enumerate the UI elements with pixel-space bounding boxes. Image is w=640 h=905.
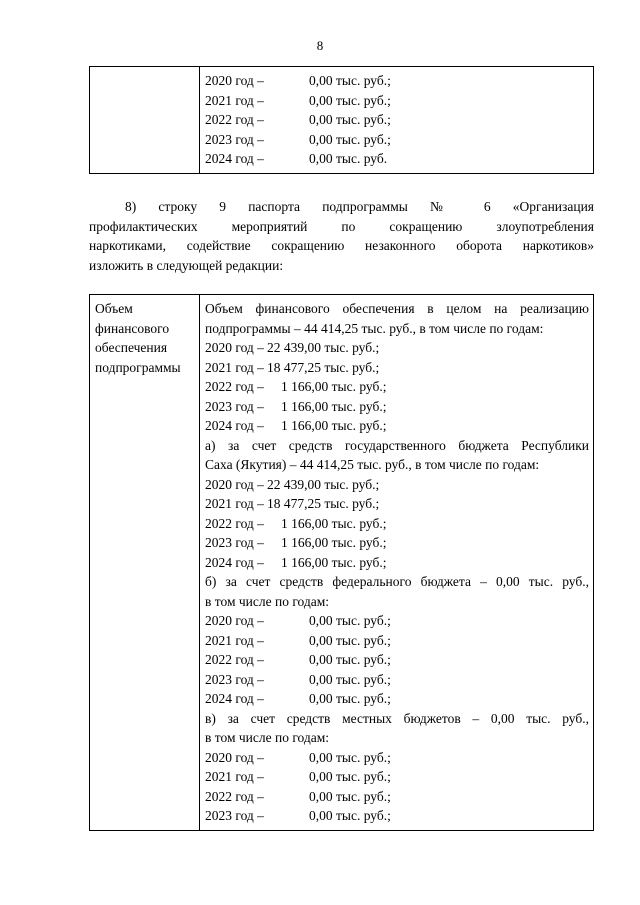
year-line: [205, 110, 589, 130]
financing-table: [89, 294, 594, 831]
intro-line: Объем финансового обеспечения в целом на реализацию: [205, 301, 589, 316]
year-label: 2022 год –: [205, 515, 264, 531]
year-label: 2021 год –: [205, 359, 264, 375]
year-amount: 1 166,00 тыс. руб.;: [281, 515, 387, 531]
year-label: 2023 год –: [205, 535, 264, 550]
year-amount: 1 166,00 тыс. руб.;: [281, 379, 387, 394]
year-line: [205, 689, 589, 709]
year-line: [205, 611, 589, 631]
state-budget-line: а) за счет средств государственного бюджета Республики: [205, 437, 589, 453]
year-line: [205, 91, 589, 111]
year-amount: 0,00 тыс. руб.;: [309, 112, 391, 127]
label-line: финансового: [95, 320, 170, 336]
table-row: [90, 67, 594, 174]
amendment-paragraph: [89, 197, 594, 275]
year-label: 2020 год –: [205, 73, 264, 88]
year-line: [205, 787, 589, 807]
federal-budget-line: в том числе по годам:: [205, 593, 330, 609]
year-amount: 18 477,25 тыс. руб.;: [267, 496, 380, 511]
year-amount: 0,00 тыс. руб.;: [309, 652, 391, 667]
year-label: 2022 год –: [205, 112, 264, 127]
year-amount: 0,00 тыс. руб.;: [309, 749, 391, 765]
year-amount: 0,00 тыс. руб.;: [309, 808, 391, 823]
year-amount: 0,00 тыс. руб.;: [309, 632, 391, 648]
year-label: 2020 год –: [205, 749, 264, 765]
label-line: обеспечения: [95, 340, 168, 355]
year-line: [205, 670, 589, 690]
year-label: 2022 год –: [205, 379, 264, 394]
local-budget-line: в том числе по годам:: [205, 730, 330, 745]
year-amount: 0,00 тыс. руб.;: [309, 92, 391, 108]
year-amount: 1 166,00 тыс. руб.;: [281, 398, 387, 414]
table-row: [90, 295, 594, 831]
year-amount: 0,00 тыс. руб.: [309, 151, 388, 166]
year-line: [205, 130, 589, 150]
value-cell: [200, 295, 594, 831]
year-label: 2023 год –: [205, 131, 264, 147]
state-budget-line: Саха (Якутия) – 44 414,25 тыс. руб., в том числе по годам:: [205, 457, 540, 472]
paragraph-line: профилактических мероприятий по сокращению злоупотребления: [89, 218, 594, 234]
year-label: 2020 год –: [205, 613, 264, 628]
year-label: 2022 год –: [205, 652, 264, 667]
year-label: 2024 год –: [205, 554, 264, 570]
label-line: подпрограммы: [95, 359, 181, 375]
year-line: [205, 767, 589, 787]
year-label: 2021 год –: [205, 496, 264, 511]
year-line: [205, 397, 589, 417]
year-line: [205, 377, 589, 397]
local-budget-line: в) за счет средств местных бюджетов – 0,00 тыс. руб.,: [205, 710, 589, 726]
year-amount: 1 166,00 тыс. руб.;: [281, 554, 387, 570]
year-label: 2024 год –: [205, 418, 264, 433]
year-label: 2023 год –: [205, 808, 264, 823]
year-label: 2022 год –: [205, 788, 264, 804]
year-amount: 0,00 тыс. руб.;: [309, 671, 391, 687]
year-label: 2024 год –: [205, 151, 264, 166]
value-cell: [200, 67, 594, 174]
year-amount: 18 477,25 тыс. руб.;: [267, 359, 380, 375]
year-label: 2021 год –: [205, 92, 264, 108]
year-amount: 0,00 тыс. руб.;: [309, 769, 391, 784]
continued-table: [89, 66, 594, 174]
intro-line: подпрограммы – 44 414,25 тыс. руб., в том числе по годам:: [205, 320, 544, 336]
year-line: [205, 494, 589, 514]
year-label: 2023 год –: [205, 398, 264, 414]
year-amount: 0,00 тыс. руб.;: [309, 691, 391, 706]
year-line: [205, 71, 589, 91]
year-amount: 0,00 тыс. руб.;: [309, 73, 391, 88]
label-line: Объем: [95, 301, 133, 316]
label-cell: [90, 295, 200, 831]
year-label: 2021 год –: [205, 769, 264, 784]
year-label: 2021 год –: [205, 632, 264, 648]
year-line: [205, 806, 589, 826]
year-line: [205, 416, 589, 436]
year-line: [205, 553, 589, 573]
year-amount: 0,00 тыс. руб.;: [309, 613, 391, 628]
year-line: [205, 650, 589, 670]
year-amount: 0,00 тыс. руб.;: [309, 131, 391, 147]
year-line: [205, 358, 589, 378]
year-label: 2020 год –: [205, 340, 264, 355]
paragraph-line: наркотиками, содействие сокращению незаконного оборота наркотиков»: [89, 238, 594, 253]
year-amount: 0,00 тыс. руб.;: [309, 788, 391, 804]
paragraph-line: изложить в следующей редакции:: [89, 257, 284, 273]
year-amount: 22 439,00 тыс. руб.;: [267, 476, 380, 492]
federal-budget-line: б) за счет средств федерального бюджета – 0,00 тыс. руб.,: [205, 574, 589, 589]
year-line: [205, 149, 589, 169]
year-line: [205, 631, 589, 651]
label-cell: [90, 67, 200, 174]
year-line: [205, 475, 589, 495]
year-label: 2020 год –: [205, 476, 264, 492]
page-number: 8: [316, 38, 324, 53]
paragraph-line: 8) строку 9 паспорта подпрограммы № 6 «Организация: [125, 199, 594, 214]
year-line: [205, 748, 589, 768]
year-amount: 22 439,00 тыс. руб.;: [267, 340, 380, 355]
year-line: [205, 338, 589, 358]
year-line: [205, 533, 589, 553]
year-label: 2024 год –: [205, 691, 264, 706]
year-label: 2023 год –: [205, 671, 264, 687]
year-amount: 1 166,00 тыс. руб.;: [281, 418, 387, 433]
year-line: [205, 514, 589, 534]
year-amount: 1 166,00 тыс. руб.;: [281, 535, 387, 550]
